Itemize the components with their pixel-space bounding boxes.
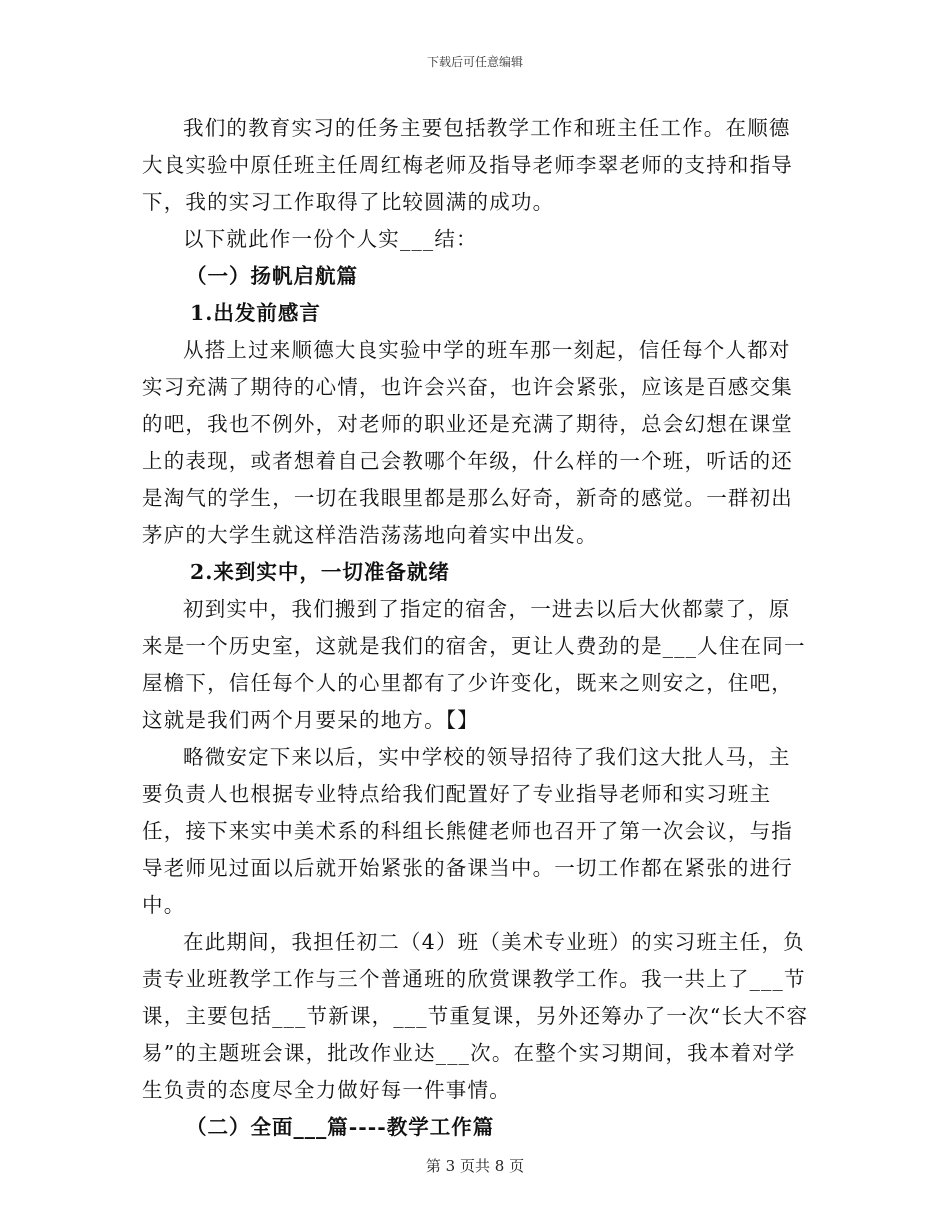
section-heading-1: （一）扬帆启航篇 [186,264,358,288]
paragraph-arrival: 初到实中，我们搬到了指定的宿舍，一进去以后大伙都蒙了，原来是一个历史室，这就是我们的宿舍，更让人费劲的是___人住在同一屋檐下，信任每个人的心里都有了少许变化，既来之则安之，住吧，这就是我们两个月要呆的地方。【】 [142,597,806,732]
document-body [142,110,810,1146]
section-heading-2: （二）全面___篇----教学工作篇 [186,1115,495,1139]
page-header-note: 下载后可任意编辑 [426,55,523,69]
subheading-1-2: 2.来到实中，一切准备就绪 [190,560,450,584]
paragraph-settling: 略微安定下来以后，实中学校的领导招待了我们这大批人马，主要负责人也根据专业特点给我们配置好了专业指导老师和实习班主任，接下来实中美术系的科组长熊健老师也召开了第一次会议，与指导老师见过面以后就开始紧张的备课当中。一切工作都在紧张的进行中。 [142,745,793,917]
paragraph-departure: 从搭上过来顺德大良实验中学的班车那一刻起，信任每个人都对实习充满了期待的心情，也许会兴奋，也许会紧张，应该是百感交集的吧，我也不例外，对老师的职业还是充满了期待，总会幻想在课堂上的表现，或者想着自己会教哪个年级，什么样的一个班，听话的还是淘气的学生，一切在我眼里都是那么好奇，新奇的感觉。一群初出茅庐的大学生就这样浩浩荡荡地向着实中出发。 [142,338,793,547]
paragraph-duties: 在此期间，我担任初二（4）班（美术专业班）的实习班主任，负责专业班教学工作与三个普通班的欣赏课教学工作。我一共上了___节课，主要包括___节新课，___节重复课，另外还筹办了一次“长大不容易”的主题班会课，批改作业达___次。在整个实习期间，我本着对学生负责的态度尽全力做好每一件事情。 [142,930,809,1102]
page-footer-number: 第 3 页共 8 页 [425,1157,525,1175]
paragraph-intro: 我们的教育实习的任务主要包括教学工作和班主任工作。在顺德大良实验中原任班主任周红梅老师及指导老师李翠老师的支持和指导下，我的实习工作取得了比较圆满的成功。 [142,116,793,214]
paragraph-summary-lead: 以下就此作一份个人实___结： [183,227,478,251]
subheading-1-1: 1.出发前感言 [190,301,321,325]
